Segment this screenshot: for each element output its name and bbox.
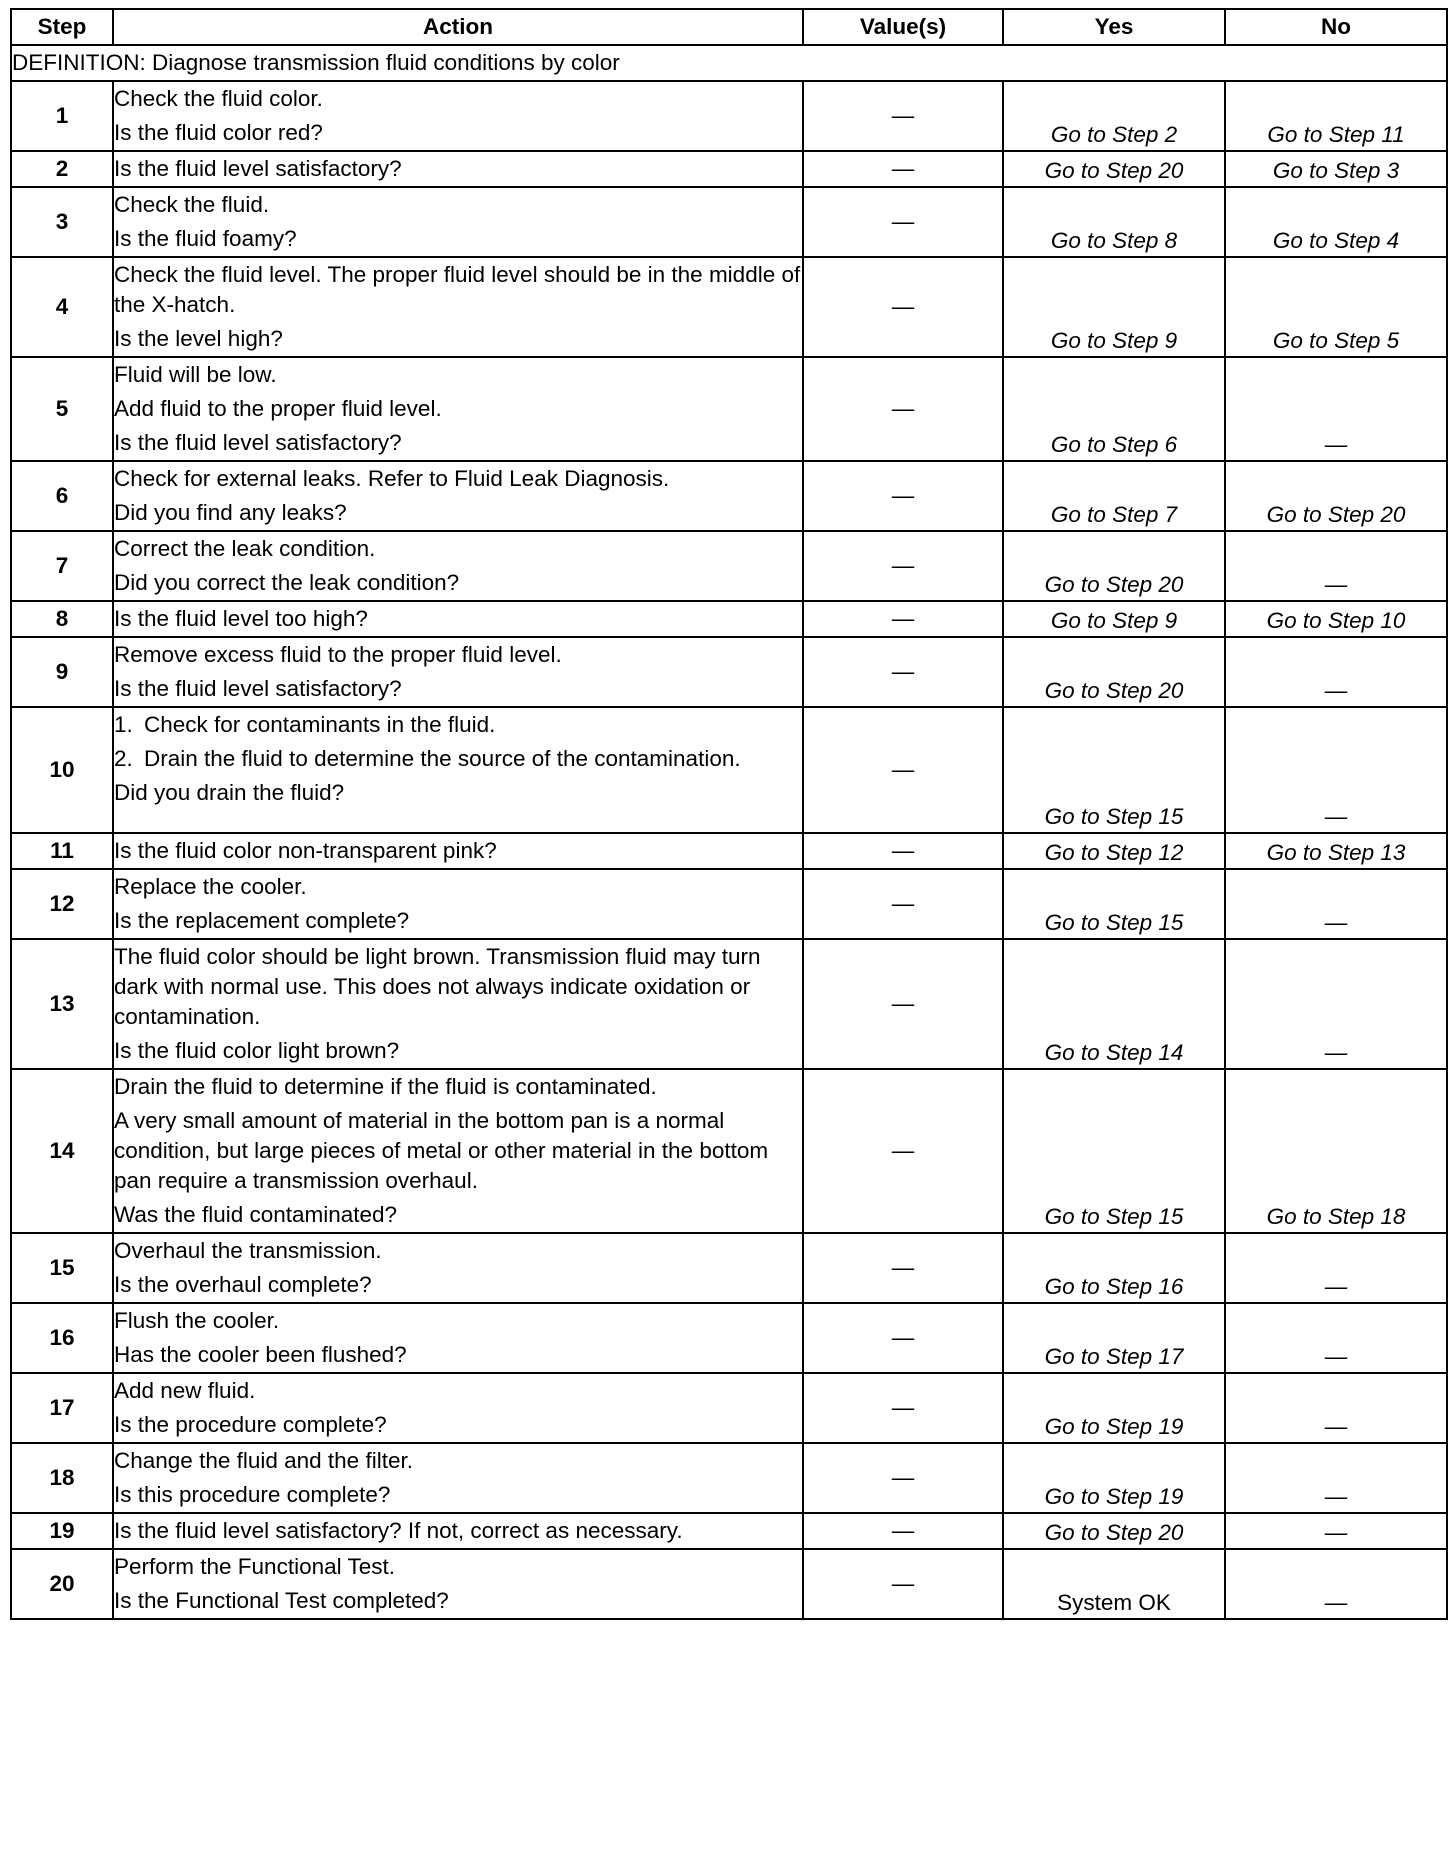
table-row — [11, 833, 1447, 869]
action-cell — [113, 1373, 803, 1443]
table-row — [11, 1513, 1447, 1549]
yes-result: Go to Step 19 — [1003, 1373, 1225, 1443]
action-cell — [113, 531, 803, 601]
table-row — [11, 1303, 1447, 1373]
action-line: Is the fluid level too high? — [114, 606, 368, 631]
action-line: Add fluid to the proper fluid level. — [114, 396, 442, 421]
table-row — [11, 357, 1447, 461]
item-number: 1. — [114, 712, 133, 737]
yes-result: Go to Step 19 — [1003, 1443, 1225, 1513]
no-result: Go to Step 11 — [1225, 81, 1447, 151]
action-line: Fluid will be low. — [114, 362, 277, 387]
step-number: 14 — [11, 1069, 113, 1233]
table-row — [11, 531, 1447, 601]
action-line: Is the fluid level satisfactory? — [114, 676, 402, 701]
yes-result: Go to Step 9 — [1003, 601, 1225, 637]
value-cell: — — [803, 461, 1003, 531]
action-line: Drain the fluid to determine if the fluid is contaminated. — [114, 1074, 657, 1099]
action-line: Did you find any leaks? — [114, 500, 347, 525]
action-line: Is the fluid level satisfactory? If not, correct as necessary. — [114, 1518, 683, 1543]
action-line: Overhaul the transmission. — [114, 1238, 382, 1263]
action-cell — [113, 1513, 803, 1549]
value-cell: — — [803, 151, 1003, 187]
no-result: Go to Step 18 — [1225, 1069, 1447, 1233]
action-line: The fluid color should be light brown. Transmission fluid may turn dark with normal use. This does not always indicate oxidation or contamination. — [114, 944, 761, 1029]
yes-result: Go to Step 15 — [1003, 1069, 1225, 1233]
yes-result: Go to Step 14 — [1003, 939, 1225, 1069]
value-cell: — — [803, 1069, 1003, 1233]
step-number: 13 — [11, 939, 113, 1069]
no-result: — — [1225, 1443, 1447, 1513]
action-line: Is the Functional Test completed? — [114, 1588, 449, 1613]
header-row — [11, 9, 1447, 45]
header-value: Value(s) — [803, 9, 1003, 45]
yes-result: System OK — [1003, 1549, 1225, 1619]
action-line: Is the replacement complete? — [114, 908, 410, 933]
no-result: — — [1225, 1303, 1447, 1373]
step-number: 11 — [11, 833, 113, 869]
value-cell: — — [803, 1303, 1003, 1373]
no-result: Go to Step 20 — [1225, 461, 1447, 531]
action-cell — [113, 1549, 803, 1619]
action-cell — [113, 1443, 803, 1513]
table-row — [11, 1373, 1447, 1443]
step-number: 5 — [11, 357, 113, 461]
table-row — [11, 1233, 1447, 1303]
action-line: Is this procedure complete? — [114, 1482, 391, 1507]
action-cell — [113, 869, 803, 939]
item-text: Check for contaminants in the fluid. — [144, 712, 496, 737]
action-line: Did you correct the leak condition? — [114, 570, 460, 595]
action-cell — [113, 1069, 803, 1233]
step-number: 16 — [11, 1303, 113, 1373]
step-number: 18 — [11, 1443, 113, 1513]
definition-text: DEFINITION: Diagnose transmission fluid conditions by color — [11, 45, 1447, 81]
table-row — [11, 1069, 1447, 1233]
action-cell — [113, 187, 803, 257]
action-line: Is the fluid level satisfactory? — [114, 430, 402, 455]
value-cell: — — [803, 187, 1003, 257]
action-cell — [113, 833, 803, 869]
no-result: — — [1225, 1373, 1447, 1443]
action-line: Is the level high? — [114, 326, 283, 351]
value-cell: — — [803, 939, 1003, 1069]
value-cell: — — [803, 1443, 1003, 1513]
step-number: 8 — [11, 601, 113, 637]
diagnostic-table — [10, 8, 1448, 1620]
action-cell — [113, 1233, 803, 1303]
yes-result: Go to Step 20 — [1003, 531, 1225, 601]
step-number: 9 — [11, 637, 113, 707]
action-cell — [113, 461, 803, 531]
step-number: 15 — [11, 1233, 113, 1303]
yes-result: Go to Step 7 — [1003, 461, 1225, 531]
value-cell: — — [803, 1549, 1003, 1619]
value-cell: — — [803, 833, 1003, 869]
value-cell: — — [803, 869, 1003, 939]
step-number: 10 — [11, 707, 113, 833]
action-line: Is the fluid color light brown? — [114, 1038, 400, 1063]
yes-result: Go to Step 15 — [1003, 869, 1225, 939]
action-line: Did you drain the fluid? — [114, 780, 345, 805]
header-action: Action — [113, 9, 803, 45]
yes-result: Go to Step 16 — [1003, 1233, 1225, 1303]
yes-result: Go to Step 17 — [1003, 1303, 1225, 1373]
action-line: Is the fluid color non-transparent pink? — [114, 838, 497, 863]
value-cell: — — [803, 601, 1003, 637]
table-row — [11, 1443, 1447, 1513]
step-number: 1 — [11, 81, 113, 151]
step-number: 12 — [11, 869, 113, 939]
yes-result: Go to Step 20 — [1003, 151, 1225, 187]
table-row — [11, 461, 1447, 531]
step-number: 4 — [11, 257, 113, 357]
action-line: Flush the cooler. — [114, 1308, 280, 1333]
yes-result: Go to Step 8 — [1003, 187, 1225, 257]
yes-result: Go to Step 12 — [1003, 833, 1225, 869]
no-result: — — [1225, 531, 1447, 601]
action-line: Check the fluid level. The proper fluid level should be in the middle of the X-hatch. — [114, 262, 801, 317]
no-result: Go to Step 4 — [1225, 187, 1447, 257]
item-text: Drain the fluid to determine the source of the contamination. — [144, 746, 741, 771]
action-line: Correct the leak condition. — [114, 536, 376, 561]
action-cell — [113, 357, 803, 461]
action-line: Perform the Functional Test. — [114, 1554, 395, 1579]
table-row — [11, 939, 1447, 1069]
action-line: Has the cooler been flushed? — [114, 1342, 407, 1367]
no-result: — — [1225, 939, 1447, 1069]
no-result: — — [1225, 637, 1447, 707]
yes-result: Go to Step 15 — [1003, 707, 1225, 833]
diagnostic-table-sheet — [10, 8, 1446, 1620]
action-line: Change the fluid and the filter. — [114, 1448, 413, 1473]
header-yes: Yes — [1003, 9, 1225, 45]
value-cell: — — [803, 81, 1003, 151]
yes-result: Go to Step 20 — [1003, 637, 1225, 707]
no-result: Go to Step 13 — [1225, 833, 1447, 869]
step-number: 6 — [11, 461, 113, 531]
action-line: Is the fluid foamy? — [114, 226, 297, 251]
value-cell: — — [803, 637, 1003, 707]
action-line: Replace the cooler. — [114, 874, 307, 899]
value-cell: — — [803, 257, 1003, 357]
action-cell — [113, 81, 803, 151]
action-line: Add new fluid. — [114, 1378, 256, 1403]
action-line: Check the fluid. — [114, 192, 270, 217]
action-line: A very small amount of material in the bottom pan is a normal condition, but large pieces of metal or other material in the bottom pan require a transmission overhaul. — [114, 1108, 769, 1193]
action-line: Is the fluid level satisfactory? — [114, 156, 402, 181]
action-cell — [113, 939, 803, 1069]
table-row — [11, 637, 1447, 707]
value-cell: — — [803, 707, 1003, 833]
table-row — [11, 707, 1447, 833]
value-cell: — — [803, 1233, 1003, 1303]
action-cell — [113, 1303, 803, 1373]
action-cell — [113, 707, 803, 833]
value-cell: — — [803, 1513, 1003, 1549]
action-line: Was the fluid contaminated? — [114, 1202, 398, 1227]
numbered-item — [114, 742, 802, 776]
action-line: Remove excess fluid to the proper fluid level. — [114, 642, 562, 667]
header-no: No — [1225, 9, 1447, 45]
action-cell — [113, 151, 803, 187]
value-cell: — — [803, 531, 1003, 601]
yes-result: Go to Step 20 — [1003, 1513, 1225, 1549]
numbered-item — [114, 708, 802, 742]
table-row — [11, 601, 1447, 637]
no-result: — — [1225, 1549, 1447, 1619]
table-row — [11, 869, 1447, 939]
action-line: Is the fluid color red? — [114, 120, 323, 145]
no-result: — — [1225, 357, 1447, 461]
action-line: Is the procedure complete? — [114, 1412, 387, 1437]
header-step: Step — [11, 9, 113, 45]
yes-result: Go to Step 9 — [1003, 257, 1225, 357]
item-number: 2. — [114, 746, 133, 771]
value-cell: — — [803, 357, 1003, 461]
no-result: Go to Step 5 — [1225, 257, 1447, 357]
yes-result: Go to Step 6 — [1003, 357, 1225, 461]
step-number: 7 — [11, 531, 113, 601]
no-result: — — [1225, 707, 1447, 833]
table-row — [11, 151, 1447, 187]
table-row — [11, 81, 1447, 151]
action-cell — [113, 637, 803, 707]
no-result: — — [1225, 869, 1447, 939]
action-cell — [113, 257, 803, 357]
action-line: Check the fluid color. — [114, 86, 323, 111]
no-result: Go to Step 10 — [1225, 601, 1447, 637]
step-number: 17 — [11, 1373, 113, 1443]
definition-row — [11, 45, 1447, 81]
step-number: 3 — [11, 187, 113, 257]
yes-result: Go to Step 2 — [1003, 81, 1225, 151]
no-result: — — [1225, 1233, 1447, 1303]
action-line: Is the overhaul complete? — [114, 1272, 372, 1297]
action-line: Check for external leaks. Refer to Fluid Leak Diagnosis. — [114, 466, 670, 491]
no-result: — — [1225, 1513, 1447, 1549]
table-row — [11, 257, 1447, 357]
action-cell — [113, 601, 803, 637]
table-row — [11, 187, 1447, 257]
step-number: 2 — [11, 151, 113, 187]
step-number: 20 — [11, 1549, 113, 1619]
no-result: Go to Step 3 — [1225, 151, 1447, 187]
step-number: 19 — [11, 1513, 113, 1549]
table-row — [11, 1549, 1447, 1619]
value-cell: — — [803, 1373, 1003, 1443]
